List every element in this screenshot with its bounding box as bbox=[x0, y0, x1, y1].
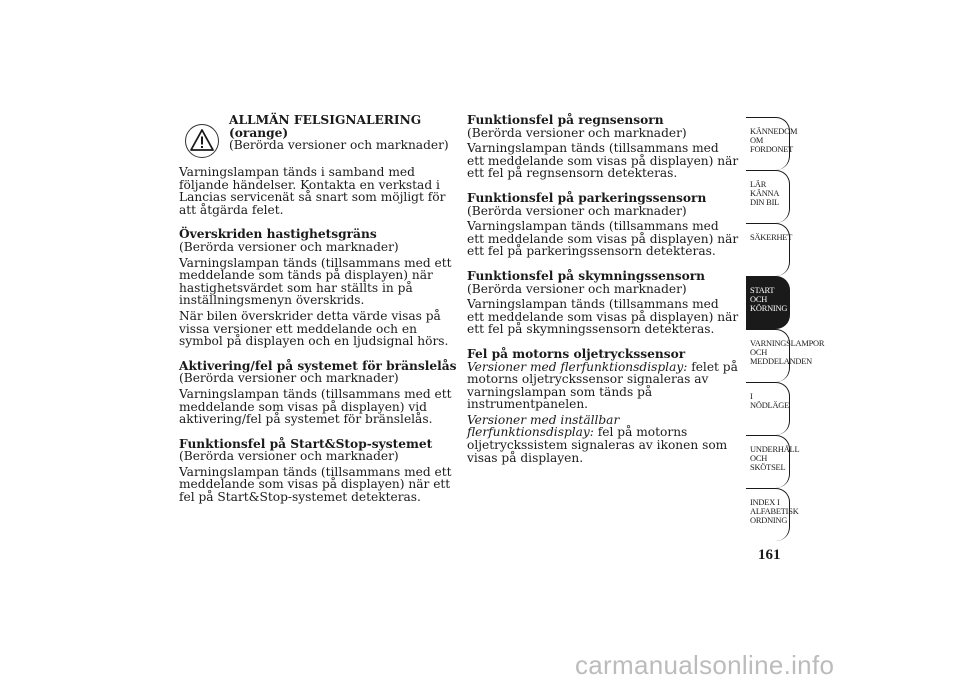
section-title: Funktionsfel på skymningssensorn bbox=[467, 268, 706, 283]
tab-lar-kanna-din-bil[interactable] bbox=[746, 170, 790, 223]
general-warning-title: ALLMÄN FELSIGNALERING (orange) bbox=[229, 113, 422, 140]
tab-label: VARNINGSLAMPOR OCH MEDDELANDEN bbox=[750, 339, 825, 366]
general-warning-body: Varningslampan tänds i samband med följande händelser. Kontakta en verkstad i Lancias servicenät så snart som möjligt för att åtgärda felet. bbox=[179, 165, 446, 217]
section-paragraph: Varningslampan tänds (tillsammans med ett meddelande som visas på displayen) när ett fel på parkeringssensorn detekteras. bbox=[467, 219, 739, 259]
watermark: carmanualsonline.info bbox=[575, 650, 835, 680]
page-number: 161 bbox=[758, 547, 781, 563]
section-paragraph: Varningslampan tänds (tillsammans med ett meddelande som visas på displayen) när ett fel på Start&Stop-systemet detekteras. bbox=[179, 464, 452, 505]
tab-underhall-och-skotsel[interactable] bbox=[746, 435, 800, 488]
tab-i-nodlage[interactable] bbox=[746, 382, 790, 435]
section-subtitle: (Berörda versioner och marknader) bbox=[179, 239, 399, 254]
oil-sensor-config-paragraph bbox=[467, 414, 739, 464]
tab-varningslampor[interactable] bbox=[746, 329, 825, 382]
section-title: Aktivering/fel på systemet för bränslelås bbox=[179, 358, 457, 373]
section-paragraph: Varningslampan tänds (tillsammans med ett meddelande som visas på displayen) när ett fel på skymningssensorn detekteras. bbox=[467, 297, 739, 337]
section-paragraph: Varningslampan tänds (tillsammans med ett meddelande som tänds på displayen) när hastighetsvärdet som har ställts in på inställningsmenyn överskrids. bbox=[179, 255, 452, 308]
section-paragraph: Varningslampan tänds (tillsammans med ett meddelande som visas på displayen) vid aktivering/fel på systemet för bränslelås. bbox=[179, 386, 452, 427]
tab-label: I NÖDLÄGE bbox=[750, 392, 790, 410]
config-display-text: fel på motorns oljetryckssistem signaleras av ikonen som visas på displayen. bbox=[467, 425, 728, 465]
section-subtitle: (Berörda versioner och marknader) bbox=[467, 281, 687, 296]
tab-label: INDEX I ALFABETISK ORDNING bbox=[750, 498, 799, 525]
tab-sakerhet[interactable] bbox=[746, 223, 793, 276]
multi-display-label: Versioner med flerfunktionsdisplay: bbox=[467, 359, 688, 374]
section-title: Funktionsfel på regnsensorn bbox=[467, 113, 664, 127]
right-column bbox=[467, 114, 739, 467]
section-title: Överskriden hastighetsgräns bbox=[179, 227, 377, 242]
tab-index[interactable] bbox=[746, 488, 799, 541]
tab-label: START OCH KÖRNING bbox=[750, 286, 788, 313]
general-warning-header bbox=[179, 114, 457, 160]
general-warning-subtitle: (Berörda versioner och marknader) bbox=[229, 138, 449, 153]
config-display-label: Versioner med inställbar flerfunktionsdisplay: bbox=[467, 412, 620, 440]
tab-label: LÄR KÄNNA DIN BIL bbox=[750, 180, 780, 207]
section-subtitle: (Berörda versioner och marknader) bbox=[179, 449, 399, 464]
oil-sensor-title: Fel på motorns oljetryckssensor bbox=[467, 346, 686, 361]
section-title: Funktionsfel på Start&Stop-systemet bbox=[179, 436, 433, 451]
warning-triangle-icon bbox=[185, 124, 219, 158]
chapter-tabs bbox=[746, 117, 825, 541]
section-subtitle: (Berörda versioner och marknader) bbox=[467, 203, 687, 218]
tab-start-och-korning[interactable] bbox=[746, 276, 790, 329]
section-subtitle: (Berörda versioner och marknader) bbox=[467, 125, 687, 140]
multi-display-text: felet på motorns oljetryckssensor signaleras av varningslampan som tänds på instrumentpanelen. bbox=[467, 359, 738, 412]
tab-label: UNDERHÅLL OCH SKÖTSEL bbox=[750, 445, 800, 472]
tab-kannedom-om-fordonet[interactable] bbox=[746, 117, 798, 170]
oil-sensor-multi-paragraph bbox=[467, 361, 739, 411]
left-column bbox=[179, 114, 457, 507]
section-paragraph: När bilen överskrider detta värde visas på vissa versioner ett meddelande och en symbol på displayen och en ljudsignal hörs. bbox=[179, 308, 449, 349]
tab-label: KÄNNEDOM OM FORDONET bbox=[750, 127, 798, 154]
section-subtitle: (Berörda versioner och marknader) bbox=[179, 371, 399, 386]
section-title: Funktionsfel på parkeringssensorn bbox=[467, 190, 707, 205]
section-paragraph: Varningslampan tänds (tillsammans med ett meddelande som visas på displayen) när ett fel på regnsensorn detekteras. bbox=[467, 141, 739, 181]
tab-label: SÄKERHET bbox=[750, 233, 793, 242]
